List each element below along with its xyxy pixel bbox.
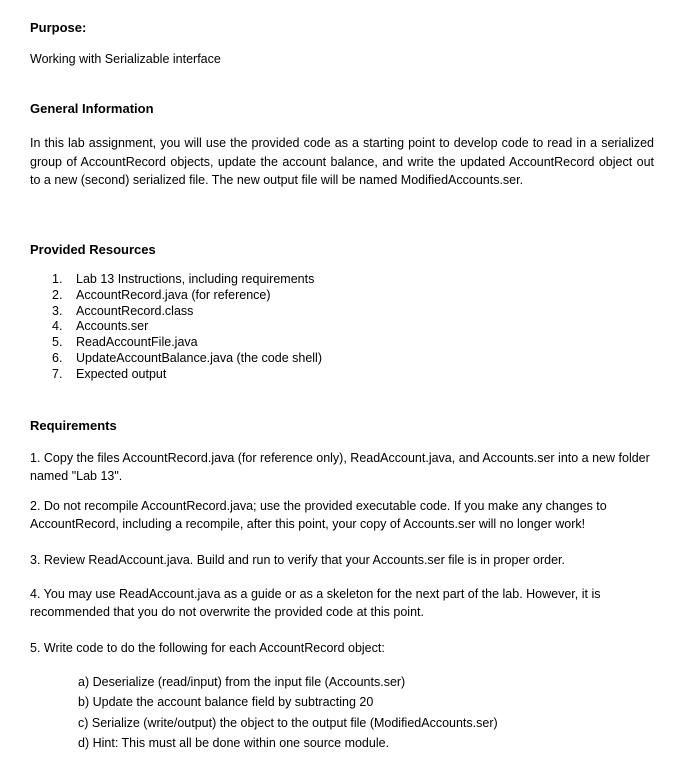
- resource-item: [30, 367, 322, 383]
- resource-item-text: Accounts.ser: [76, 319, 149, 334]
- resource-item: [30, 288, 322, 304]
- resource-item-number: 7.: [52, 366, 63, 381]
- purpose-heading: Purpose:: [30, 20, 87, 35]
- requirement-paragraph: 1. Copy the files AccountRecord.java (for reference only), ReadAccount.java, and Accounts.ser into a new folder named "Lab 13".: [30, 451, 650, 483]
- step-item: d) Hint: This must all be done within one source module.: [78, 735, 390, 750]
- requirement-paragraph: 4. You may use ReadAccount.java as a guide or as a skeleton for the next part of the lab. However, it is recommended that you do not overwrite the provided code at this point.: [30, 587, 601, 619]
- step-item: c) Serialize (write/output) the object to the output file (ModifiedAccounts.ser): [78, 715, 498, 730]
- resource-item-text: Expected output: [76, 366, 167, 381]
- requirement-paragraph: 5. Write code to do the following for each AccountRecord object:: [30, 641, 385, 655]
- provided-resources-heading: Provided Resources: [30, 242, 156, 257]
- resource-item: [30, 351, 322, 367]
- resource-item-text: AccountRecord.java (for reference): [76, 287, 271, 302]
- step-item: a) Deserialize (read/input) from the input file (Accounts.ser): [78, 675, 406, 689]
- requirement-steps-list: [78, 672, 498, 753]
- general-information-paragraph: In this lab assignment, you will use the provided code as a starting point to develop code to read in a serialized group of AccountRecord objects, update the account balance, and write the updated AccountRecord object out to a new (second) serialized file. The new output file will be named ModifiedAccounts.ser.: [30, 136, 654, 187]
- resource-item: [30, 304, 322, 320]
- resource-item-number: 2.: [52, 287, 63, 302]
- resource-item-text: UpdateAccountBalance.java (the code shell): [76, 350, 322, 365]
- resource-item-number: 6.: [52, 350, 63, 365]
- purpose-text: Working with Serializable interface: [30, 52, 221, 66]
- requirement-paragraph: 3. Review ReadAccount.java. Build and run to verify that your Accounts.ser file is in proper order.: [30, 553, 565, 567]
- resource-item-number: 4.: [52, 319, 63, 334]
- resource-item: [30, 335, 322, 351]
- requirements-heading: Requirements: [30, 418, 117, 433]
- resource-item: [30, 272, 322, 288]
- resource-item-text: AccountRecord.class: [76, 303, 194, 318]
- general-information-heading: General Information: [30, 101, 154, 116]
- resource-item-number: 1.: [52, 272, 63, 286]
- resource-item-text: Lab 13 Instructions, including requirements: [76, 272, 315, 286]
- provided-resources-list: [30, 272, 322, 383]
- resource-item-text: ReadAccountFile.java: [76, 335, 198, 350]
- resource-item-number: 5.: [52, 335, 63, 350]
- step-item: b) Update the account balance field by subtracting 20: [78, 695, 374, 710]
- requirement-paragraph: 2. Do not recompile AccountRecord.java; use the provided executable code. If you make any changes to AccountRecord, including a recompile, after this point, your copy of Accounts.ser will no longer work!: [30, 499, 607, 531]
- resource-item: [30, 319, 322, 335]
- resource-item-number: 3.: [52, 303, 63, 318]
